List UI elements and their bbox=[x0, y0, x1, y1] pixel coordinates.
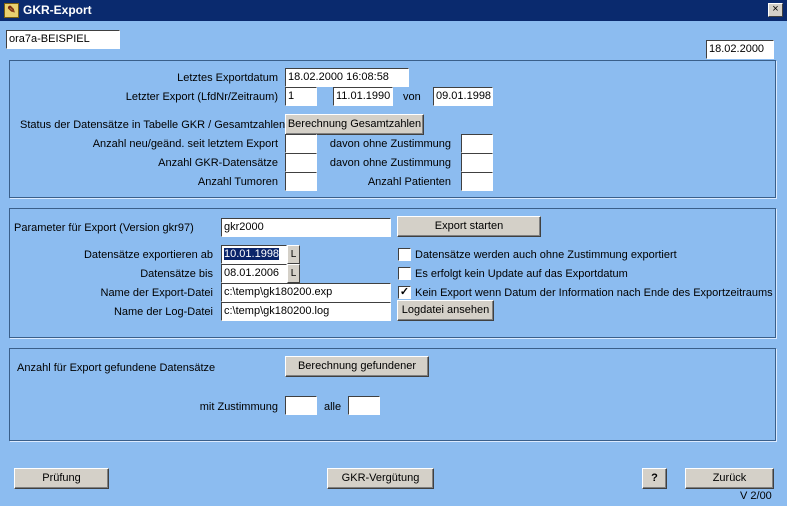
export-datei-field[interactable]: c:\temp\gk180200.exp bbox=[221, 283, 391, 302]
window-title: GKR-Export bbox=[23, 3, 92, 17]
ab-lookup-button[interactable]: L bbox=[287, 245, 300, 264]
anzahl-neu-field[interactable] bbox=[285, 134, 317, 153]
mit-zustimmung-label: mit Zustimmung bbox=[199, 401, 278, 413]
parameter-label: Parameter für Export (Version gkr97) bbox=[14, 222, 194, 234]
berechnung-gefundener-button[interactable]: Berechnung gefundener bbox=[285, 356, 429, 377]
pruefung-button[interactable]: Prüfung bbox=[14, 468, 109, 489]
zurueck-button[interactable]: Zurück bbox=[685, 468, 774, 489]
anzahl-gkr-field[interactable] bbox=[285, 153, 317, 172]
anzahl-gkr-label: Anzahl GKR-Datensätze bbox=[158, 157, 278, 169]
gkr-verguetung-button[interactable]: GKR-Vergütung bbox=[327, 468, 434, 489]
version-label: V 2/00 bbox=[740, 490, 772, 502]
export-bis-label: Datensätze bis bbox=[140, 268, 213, 280]
export-starten-button[interactable] bbox=[397, 216, 541, 237]
kein-update-checkbox[interactable] bbox=[398, 267, 411, 280]
logdatei-ansehen-button[interactable]: Logdatei ansehen bbox=[397, 300, 494, 321]
letztes-exportdatum-field[interactable]: 18.02.2000 16:08:58 bbox=[285, 68, 409, 87]
letztes-exportdatum-label: Letztes Exportdatum bbox=[177, 72, 278, 84]
export-ab-value: 10.01.1998 bbox=[224, 248, 280, 260]
export-ab-label: Datensätze exportieren ab bbox=[83, 249, 213, 261]
bis-lookup-button[interactable]: L bbox=[287, 264, 300, 283]
current-date-field[interactable]: 18.02.2000 bbox=[706, 40, 774, 59]
mit-zustimmung-field[interactable] bbox=[285, 396, 317, 415]
anzahl-patienten-label: Anzahl Patienten bbox=[367, 176, 451, 188]
ohne-zustimmung-1-field[interactable] bbox=[461, 134, 493, 153]
parameter-field[interactable]: gkr2000 bbox=[221, 218, 391, 237]
ohne-zustimmung-2-field[interactable] bbox=[461, 153, 493, 172]
zeitraum-start-field[interactable]: 11.01.1990 bbox=[333, 87, 393, 106]
lfdnr-field[interactable]: 1 bbox=[285, 87, 317, 106]
ohne-zustimmung-2-label: davon ohne Zustimmung bbox=[329, 157, 451, 169]
kein-update-checkbox-label: Es erfolgt kein Update auf das Exportdatum bbox=[415, 268, 628, 280]
ohne-zustimmung-1-label: davon ohne Zustimmung bbox=[329, 138, 451, 150]
kein-export-checkbox-label: Kein Export wenn Datum der Information nach Ende des Exportzeitraums bbox=[415, 287, 773, 299]
close-button[interactable]: × bbox=[768, 3, 783, 17]
zeitraum-end-field[interactable]: 09.01.1998 bbox=[433, 87, 493, 106]
von-label: von bbox=[403, 91, 421, 103]
anzahl-tumoren-field[interactable] bbox=[285, 172, 317, 191]
status-datensaetze-label: Status der Datensätze in Tabelle GKR / Gesamtzahlen bbox=[20, 119, 286, 131]
app-icon: ✎ bbox=[4, 3, 19, 18]
help-button[interactable]: ? bbox=[642, 468, 667, 489]
export-datei-label: Name der Export-Datei bbox=[100, 287, 213, 299]
title-bar bbox=[0, 0, 787, 21]
anzahl-tumoren-label: Anzahl Tumoren bbox=[197, 176, 278, 188]
anzahl-patienten-field[interactable] bbox=[461, 172, 493, 191]
ohne-zustimmung-checkbox-label: Datensätze werden auch ohne Zustimmung exportiert bbox=[415, 249, 677, 261]
alle-field[interactable] bbox=[348, 396, 380, 415]
anzahl-neu-label: Anzahl neu/geänd. seit letztem Export bbox=[92, 138, 278, 150]
gefundene-label: Anzahl für Export gefundene Datensätze bbox=[17, 362, 216, 374]
export-ab-field[interactable] bbox=[221, 245, 287, 264]
db-name-field[interactable]: ora7a-BEISPIEL bbox=[6, 30, 120, 49]
export-bis-field[interactable]: 08.01.2006 bbox=[221, 264, 287, 283]
log-datei-label: Name der Log-Datei bbox=[113, 306, 213, 318]
ohne-zustimmung-checkbox[interactable] bbox=[398, 248, 411, 261]
log-datei-field[interactable]: c:\temp\gk180200.log bbox=[221, 302, 391, 321]
export-starten-label: Export starten bbox=[434, 220, 504, 232]
berechnung-gesamtzahlen-button[interactable]: Berechnung Gesamtzahlen bbox=[285, 114, 424, 135]
alle-label: alle bbox=[324, 401, 342, 413]
kein-export-checkbox[interactable]: ✓ bbox=[399, 286, 410, 298]
letzter-export-label: Letzter Export (LfdNr/Zeitraum) bbox=[125, 91, 278, 103]
